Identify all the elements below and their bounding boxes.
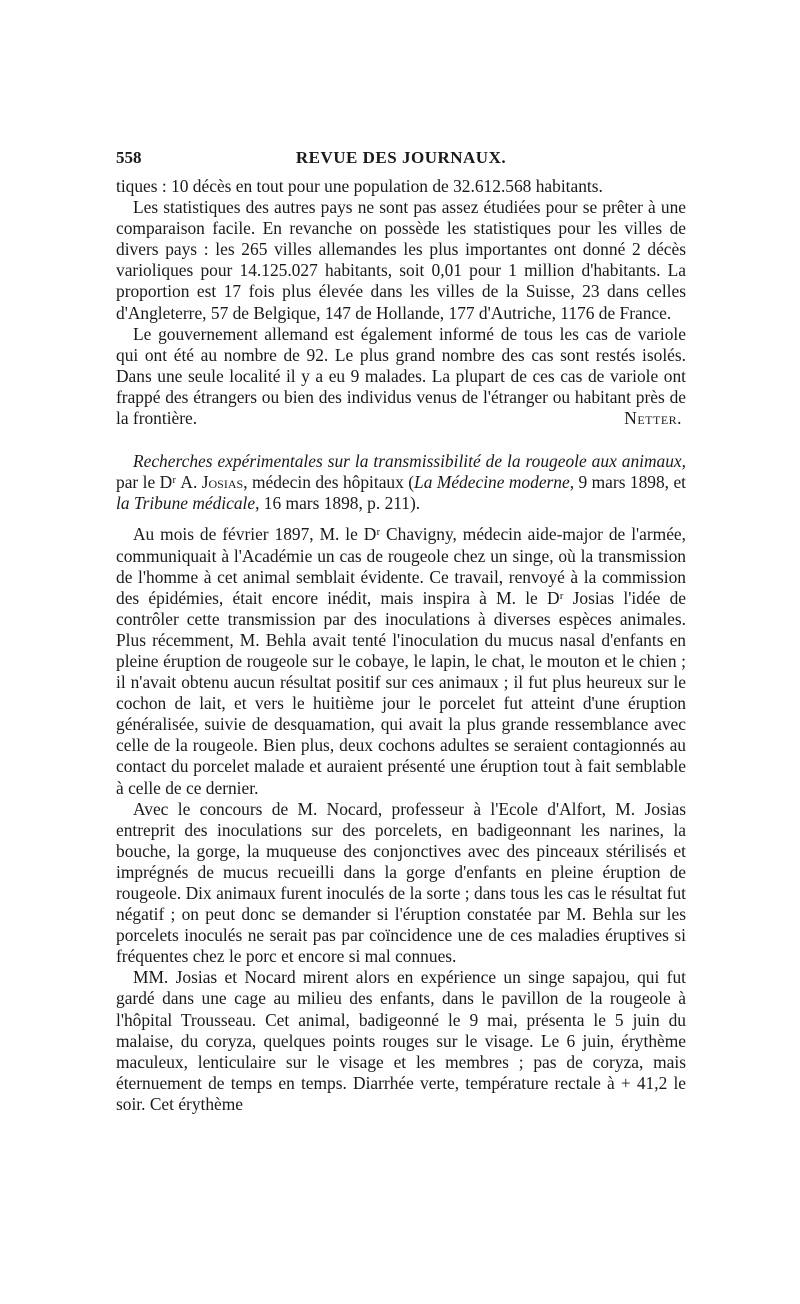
article-title: Recherches expérimentales sur la transmissibilité de la rougeole aux animaux, xyxy=(133,451,686,472)
article-by: par le Dʳ xyxy=(116,472,181,493)
journal-date: , 16 mars 1898, p. 211). xyxy=(255,493,421,514)
author-signature: Netter. xyxy=(624,408,682,429)
running-title: REVUE DES JOURNAUX. xyxy=(295,148,507,167)
paragraph xyxy=(116,324,686,429)
article-author: A. Josias xyxy=(180,472,244,493)
article-heading xyxy=(116,451,686,514)
page-number: 558 xyxy=(116,148,142,167)
paragraph: MM. Josias et Nocard mirent alors en expérience un singe sapajou, qui fut gardé dans une cage au milieu des enfants, dans le pavillon de la rougeole à l'hôpital Trousseau. Cet animal, badigeonné le 9 mai, présenta le 5 juin du malaise, du coryza, quelques points rouges sur le visage. Le 6 juin, érythème maculeux, lenticulaire sur le visage et les membres ; pas de coryza, mais éternuement de temps en temps. Diarrhée verte, température rectale à + 41,2 le soir. Cet érythème xyxy=(116,967,686,1114)
journal-name: La Médecine moderne xyxy=(414,472,570,493)
paragraph: tiques : 10 décès en tout pour une population de 32.612.568 habitants. xyxy=(116,176,603,196)
paragraph: Au mois de février 1897, M. le Dʳ Chavigny, médecin aide-major de l'armée, communiquait à l'Académie un cas de rougeole chez un singe, où la transmission de l'homme à cet animal semblait évidente. Ce travail, renvoyé à la commission des épidémies, était encore inédit, mais inspira à M. le Dʳ Josias l'idée de contrôler cette transmission par des inoculations à diverses espèces animales. Plus récemment, M. Behla avait tenté l'inoculation du mucus nasal d'enfants en pleine éruption de rougeole sur le cobaye, le lapin, le chat, le mouton et le chien ; il n'avait obtenu aucun résultat positif sur ces animaux ; il fut plus heureux sur le cochon de lait, et vers le huitième jour le porcelet fut atteint d'une éruption généralisée, suivie de desquamation, qui avait la plus grande ressemblance avec celle de la rougeole. Bien plus, deux cochons adultes se seraient contagionnés au contact du porcelet malade et auraient présenté une éruption tout à fait semblable à celle de ce dernier. xyxy=(116,524,686,798)
page-header xyxy=(116,148,686,174)
journal-date: , 9 mars 1898, et xyxy=(569,472,687,493)
paragraph-text: Le gouvernement allemand est également informé de tous les cas de variole qui ont été au nombre de 92. Le plus grand nombre des cas sont restés isolés. Dans une seule localité il y a eu 9 malades. La plupart de ces cas de variole ont frappé des étrangers ou bien des individus venus de l'étranger ou habitant près de la frontière. xyxy=(116,323,686,429)
paragraph: Les statistiques des autres pays ne sont pas assez étudiées pour se prêter à une comparaison facile. En revanche on possède les statistiques pour les villes de divers pays : les 265 villes allemandes les plus importantes ont donné 2 décès varioliques pour 14.125.027 habitants, soit 0,01 pour 1 million d'habitants. La proportion est 17 fois plus élevée dans les villes de la Suisse, 23 dans celles d'Angleterre, 57 de Belgique, 147 de Hollande, 177 d'Autriche, 1176 de France. xyxy=(116,197,686,323)
section-gap xyxy=(116,429,686,451)
journal-name: la Tribune médicale xyxy=(116,493,256,514)
paragraph: Avec le concours de M. Nocard, professeur à l'Ecole d'Alfort, M. Josias entreprit des inoculations sur des porcelets, en badigeonnant les narines, la bouche, la gorge, la muqueuse des conjonctives avec des pinceaux stérilisés et imprégnés de mucus recueilli dans la gorge d'enfants en pleine éruption de rougeole. Dix animaux furent inoculés de la sorte ; dans tous les cas le résultat fut négatif ; on peut donc se demander si l'éruption constatée par M. Behla sur les porcelets inoculés ne serait pas par coïncidence une de ces maladies éruptives si fréquentes chez le porc et encore si mal connues. xyxy=(116,798,686,967)
article-role: , médecin des hôpitaux ( xyxy=(243,472,415,493)
page-body xyxy=(116,176,686,1115)
